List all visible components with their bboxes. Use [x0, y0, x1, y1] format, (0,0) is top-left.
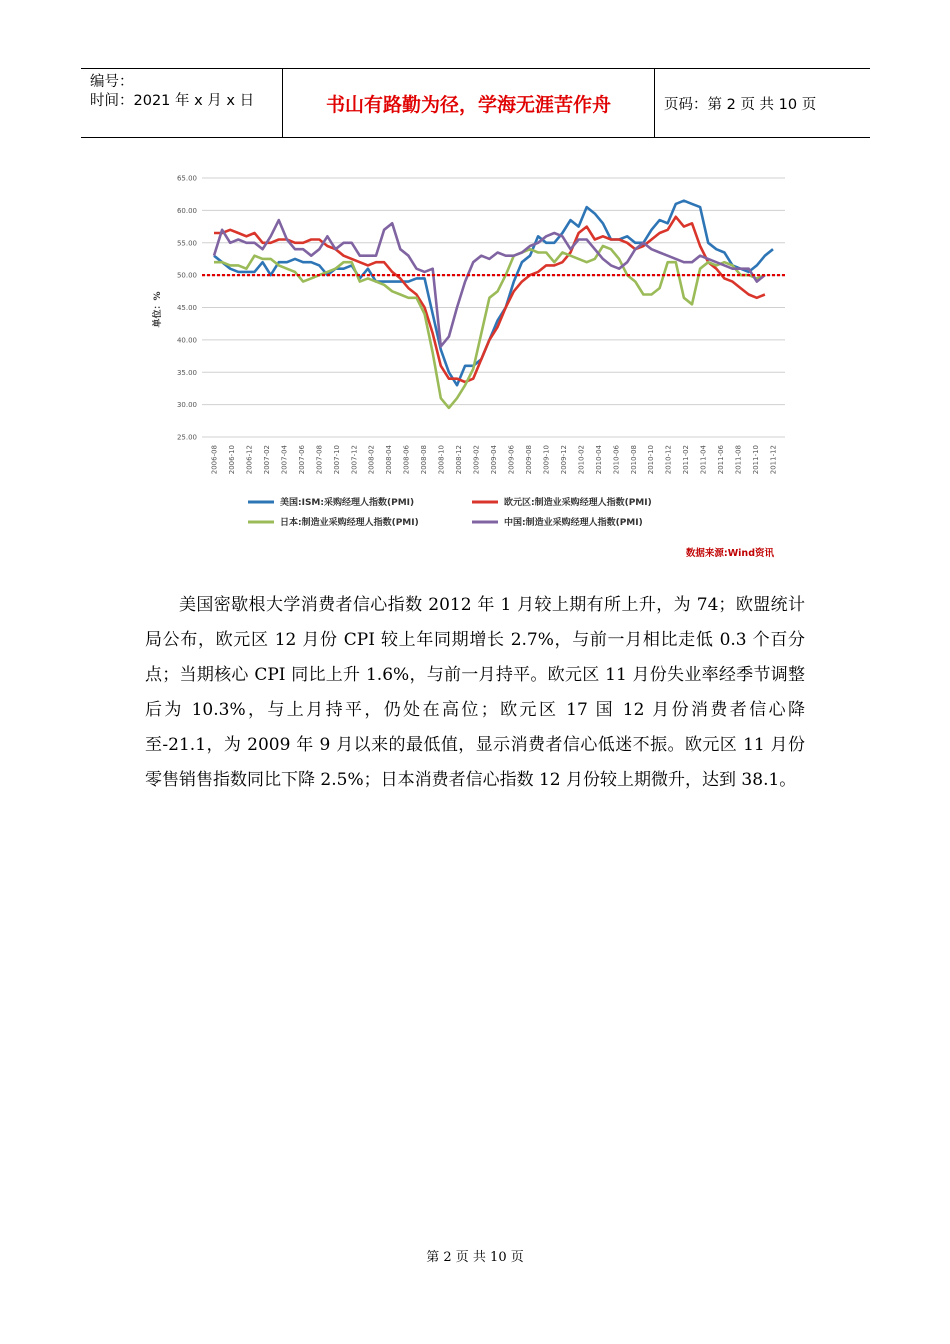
legend-label: 欧元区:制造业采购经理人指数(PMI): [504, 498, 652, 508]
header-motto: 书山有路勤为径，学海无涯苦作舟: [282, 69, 655, 137]
x-tick-label: 2009-02: [472, 445, 481, 475]
x-tick-label: 2007-10: [332, 445, 341, 475]
x-tick-label: 2011-04: [699, 445, 708, 475]
x-tick-label: 2006-12: [245, 445, 254, 475]
header-info-cell: [81, 69, 282, 137]
x-tick-label: 2007-04: [280, 445, 289, 475]
y-tick-label: 40.00: [176, 336, 197, 345]
x-tick-label: 2008-08: [420, 445, 429, 475]
x-tick-label: 2010-08: [629, 445, 638, 475]
x-tick-label: 2006-10: [227, 445, 236, 475]
y-axis-label: 单位：%: [153, 291, 163, 328]
document-number-label: 编号：: [90, 74, 134, 90]
series-line: [214, 220, 765, 346]
y-tick-label: 25.00: [176, 433, 197, 442]
y-tick-label: 45.00: [176, 304, 197, 312]
pmi-line-chart: [150, 165, 800, 565]
legend-label: 日本:制造业采购经理人指数(PMI): [280, 518, 419, 528]
chart-source: 数据来源:Wind资讯: [685, 548, 774, 559]
x-tick-label: 2008-02: [367, 445, 376, 475]
y-tick-label: 60.00: [176, 206, 197, 215]
y-tick-label: 50.00: [176, 271, 197, 280]
x-tick-label: 2010-10: [647, 445, 656, 475]
page-header: [81, 68, 870, 138]
x-tick-label: 2010-04: [594, 445, 603, 475]
page-footer: 第 2 页 共 10 页: [426, 1250, 524, 1265]
x-tick-label: 2011-12: [769, 445, 778, 475]
x-tick-label: 2007-12: [350, 445, 359, 475]
legend-label: 中国:制造业采购经理人指数(PMI): [504, 518, 643, 528]
x-tick-label: 2009-06: [507, 445, 516, 475]
x-tick-label: 2009-12: [559, 445, 568, 475]
x-tick-label: 2011-02: [682, 445, 691, 475]
x-tick-label: 2007-08: [315, 445, 324, 475]
x-tick-label: 2009-08: [524, 445, 533, 475]
series-line: [214, 246, 765, 408]
y-tick-label: 30.00: [176, 401, 197, 410]
x-tick-label: 2010-06: [612, 445, 621, 475]
x-tick-label: 2008-06: [402, 445, 411, 475]
x-tick-label: 2007-02: [262, 445, 271, 475]
y-tick-label: 65.00: [176, 174, 197, 183]
x-tick-label: 2011-06: [717, 445, 726, 475]
legend-label: 美国:ISM:采购经理人指数(PMI): [280, 498, 415, 508]
y-tick-label: 35.00: [176, 368, 197, 377]
x-tick-label: 2009-04: [490, 445, 498, 475]
x-tick-label: 2011-10: [752, 445, 761, 475]
document-date-label: 时间：2021 年 x 月 x 日: [90, 93, 255, 109]
x-tick-label: 2006-08: [210, 445, 219, 475]
x-tick-label: 2008-10: [437, 445, 446, 475]
y-tick-label: 55.00: [176, 239, 197, 248]
x-tick-label: 2011-08: [734, 445, 743, 475]
x-tick-label: 2008-12: [455, 445, 464, 475]
x-tick-label: 2009-10: [542, 445, 551, 475]
x-tick-label: 2008-04: [385, 445, 394, 475]
header-page-label: 页码：第 2 页 共 10 页: [664, 96, 817, 113]
body-paragraph: 美国密歇根大学消费者信心指数 2012 年 1 月较上期有所上升，为 74；欧盟统计局公布，欧元区 12 月份 CPI 较上年同期增长 2.7%，与前一月相比走低 0.3 个百分点；当期核心 CPI 同比上升 1.6%，与前一月持平。欧元区 11 月份失业率经季节调整后为 10.3%，与上月持平，仍处在高位；欧元区 17 国 12 月份消费者信心降至-21.1，为 2009 年 9 月以来的最低值，显示消费者信心低迷不振。欧元区 11 月份零售销售指数同比下降 2.5%；日本消费者信心指数 12 月份较上期微升，达到 38.1。: [145, 595, 805, 790]
body-text: [145, 588, 805, 798]
x-tick-label: 2007-06: [297, 445, 306, 475]
x-tick-label: 2010-02: [577, 445, 586, 475]
x-tick-label: 2010-12: [664, 445, 673, 475]
